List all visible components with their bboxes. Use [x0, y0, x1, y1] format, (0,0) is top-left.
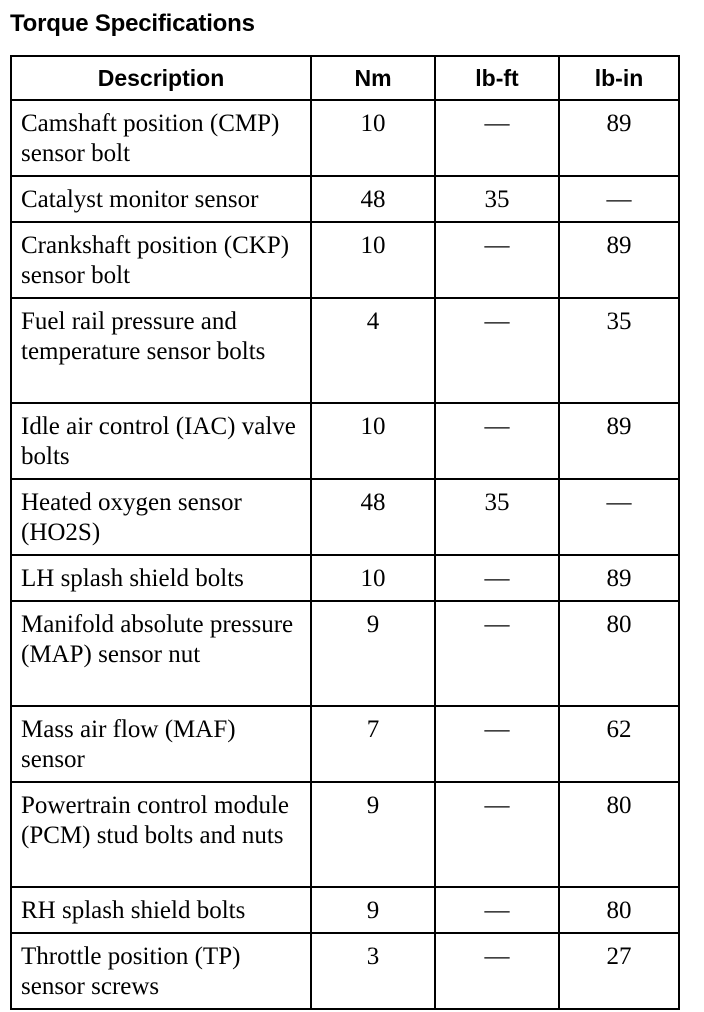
page-title: Torque Specifications	[10, 10, 255, 37]
description-cell: Powertrain control module (PCM) stud bolts and nuts	[11, 782, 311, 887]
lbin-cell: 62	[559, 706, 679, 782]
lbin-cell: 80	[559, 887, 679, 933]
lbft-cell: —	[435, 933, 559, 1009]
description-cell: Throttle position (TP) sensor screws	[11, 933, 311, 1009]
table-row	[11, 403, 679, 479]
lbin-cell: 35	[559, 298, 679, 403]
description-cell: Heated oxygen sensor (HO2S)	[11, 479, 311, 555]
nm-cell: 4	[311, 298, 435, 403]
lbft-cell: 35	[435, 479, 559, 555]
table-row	[11, 601, 679, 706]
description-cell: Crankshaft position (CKP) sensor bolt	[11, 222, 311, 298]
torque-spec-table	[10, 55, 680, 1010]
table-row	[11, 298, 679, 403]
column-header-description: Description	[11, 56, 311, 100]
column-header-nm: Nm	[311, 56, 435, 100]
nm-cell: 10	[311, 222, 435, 298]
lbin-cell: 89	[559, 100, 679, 176]
lbin-cell: 89	[559, 555, 679, 601]
nm-cell: 48	[311, 176, 435, 222]
description-cell: Catalyst monitor sensor	[11, 176, 311, 222]
lbin-cell: —	[559, 479, 679, 555]
lbft-cell: —	[435, 601, 559, 706]
lbft-cell: —	[435, 782, 559, 887]
nm-cell: 48	[311, 479, 435, 555]
description-cell: Idle air control (IAC) valve bolts	[11, 403, 311, 479]
table-row	[11, 555, 679, 601]
lbin-cell: 80	[559, 601, 679, 706]
nm-cell: 7	[311, 706, 435, 782]
lbin-cell: 80	[559, 782, 679, 887]
table-row	[11, 706, 679, 782]
lbft-cell: —	[435, 403, 559, 479]
lbft-cell: —	[435, 555, 559, 601]
column-header-lbft: lb-ft	[435, 56, 559, 100]
nm-cell: 9	[311, 601, 435, 706]
description-cell: Manifold absolute pressure (MAP) sensor nut	[11, 601, 311, 706]
lbin-cell: —	[559, 176, 679, 222]
lbft-cell: —	[435, 298, 559, 403]
table-row	[11, 933, 679, 1009]
lbin-cell: 89	[559, 403, 679, 479]
nm-cell: 3	[311, 933, 435, 1009]
table-row	[11, 479, 679, 555]
lbft-cell: —	[435, 706, 559, 782]
nm-cell: 10	[311, 403, 435, 479]
description-cell: Mass air flow (MAF) sensor	[11, 706, 311, 782]
lbin-cell: 27	[559, 933, 679, 1009]
lbft-cell: —	[435, 222, 559, 298]
description-cell: Camshaft position (CMP) sensor bolt	[11, 100, 311, 176]
nm-cell: 10	[311, 100, 435, 176]
table-row	[11, 222, 679, 298]
lbft-cell: —	[435, 887, 559, 933]
column-header-lbin: lb-in	[559, 56, 679, 100]
nm-cell: 10	[311, 555, 435, 601]
lbft-cell: 35	[435, 176, 559, 222]
nm-cell: 9	[311, 782, 435, 887]
lbin-cell: 89	[559, 222, 679, 298]
description-cell: LH splash shield bolts	[11, 555, 311, 601]
table-header-row	[11, 56, 679, 100]
table-row	[11, 176, 679, 222]
table-row	[11, 887, 679, 933]
nm-cell: 9	[311, 887, 435, 933]
lbft-cell: —	[435, 100, 559, 176]
description-cell: RH splash shield bolts	[11, 887, 311, 933]
description-cell: Fuel rail pressure and temperature sensor bolts	[11, 298, 311, 403]
table-row	[11, 782, 679, 887]
table-row	[11, 100, 679, 176]
